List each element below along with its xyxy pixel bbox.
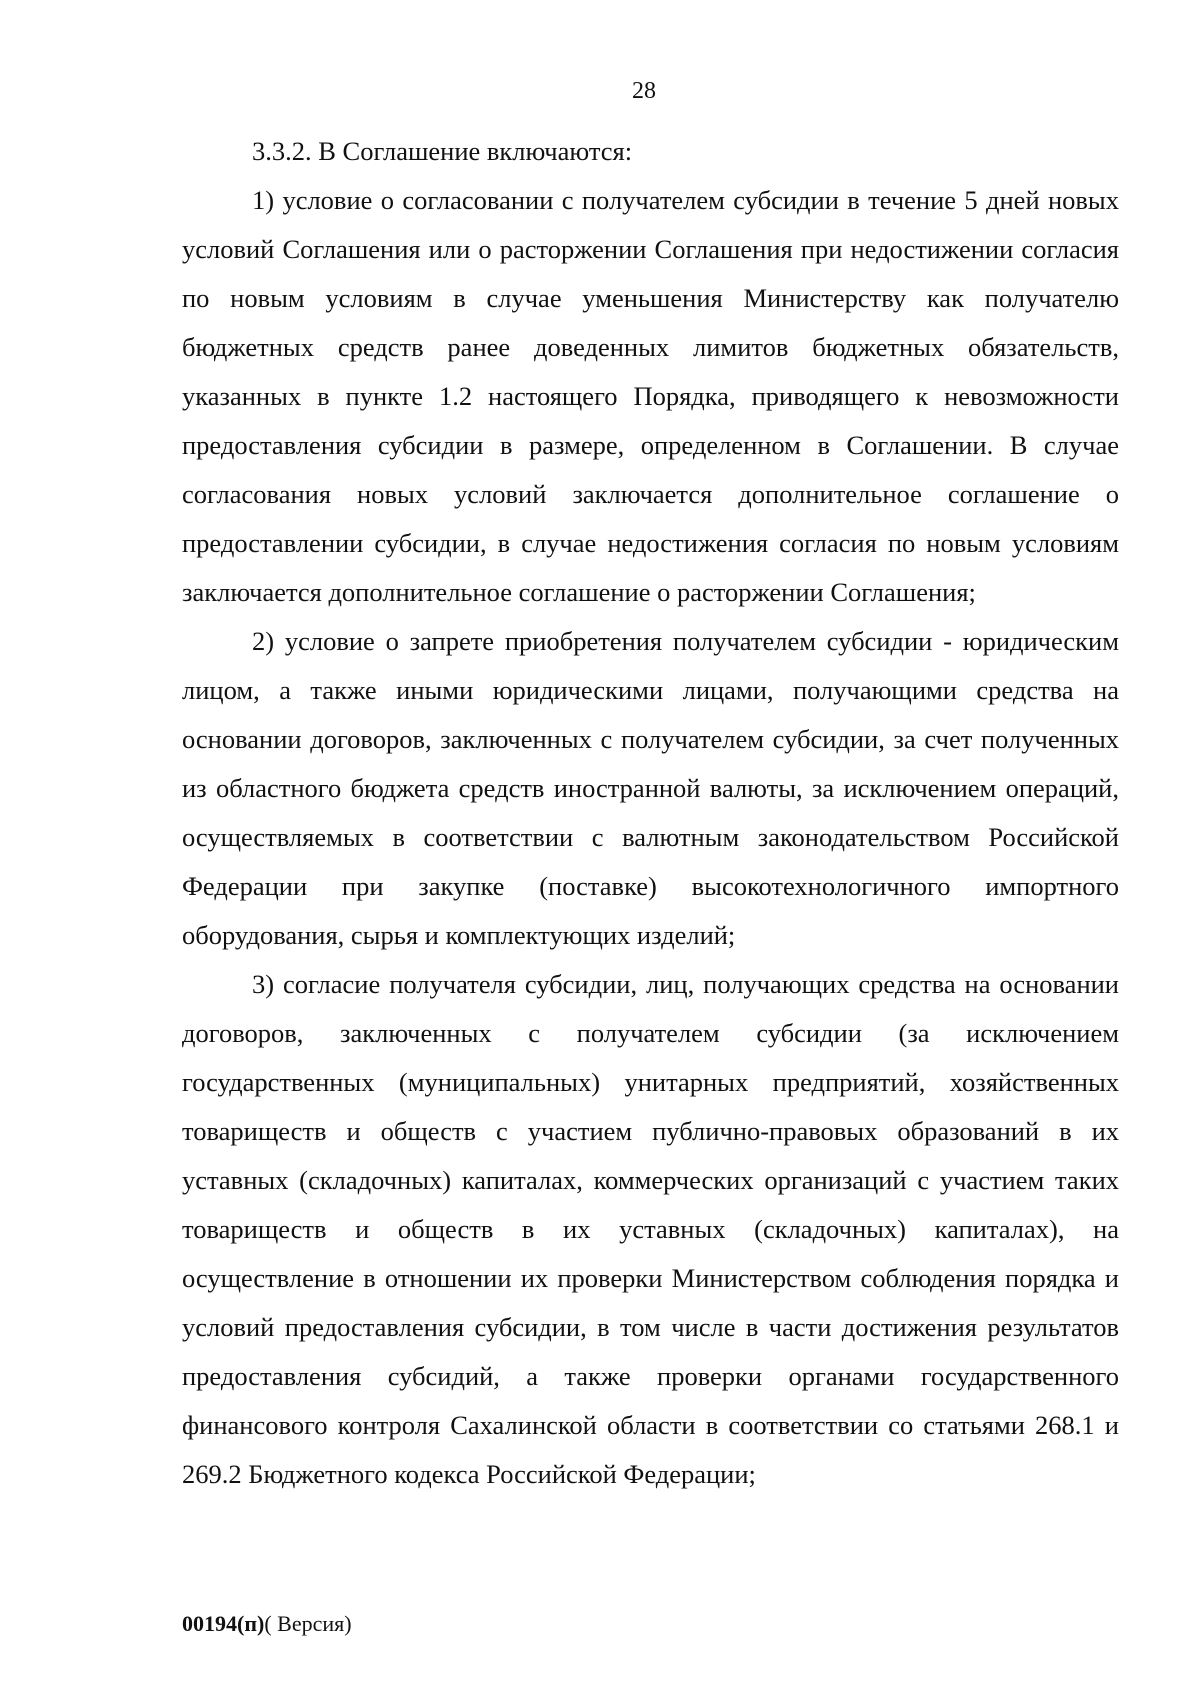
document-body: [182, 127, 1119, 1499]
paragraph-item-1: 1) условие о согласовании с получателем субсидии в течение 5 дней новых условий Соглашения или о расторжении Соглашения при недостижении согласия по новым условиям в случае уменьшения Министерству как получателю бюджетных средств ранее доведенных лимитов бюджетных обязательств, указанных в пункте 1.2 настоящего Порядка, приводящего к невозможности предоставления субсидии в размере, определенном в Соглашении. В случае согласования новых условий заключается дополнительное соглашение о предоставлении субсидии, в случае недостижения согласия по новым условиям заключается дополнительное соглашение о расторжении Соглашения;: [182, 185, 1119, 607]
paragraph-item-2: 2) условие о запрете приобретения получателем субсидии - юридическим лицом, а также иными юридическими лицами, получающими средства на основании договоров, заключенных с получателем субсидии, за счет полученных из областного бюджета средств иностранной валюты, за исключением операций, осуществляемых в соответствии с валютным законодательством Российской Федерации при закупке (поставке) высокотехнологичного импортного оборудования, сырья и комплектующих изделий;: [182, 626, 1119, 950]
paragraph-item-3: 3) согласие получателя субсидии, лиц, получающих средства на основании договоров, заключенных с получателем субсидии (за исключением государственных (муниципальных) унитарных предприятий, хозяйственных товариществ и обществ с участием публично-правовых образований в их уставных (складочных) капиталах, коммерческих организаций с участием таких товариществ и обществ в их уставных (складочных) капиталах), на осуществление в отношении их проверки Министерством соблюдения порядка и условий предоставления субсидии, в том числе в части достижения результатов предоставления субсидий, а также проверки органами государственного финансового контроля Сахалинской области в соответствии со статьями 268.1 и 269.2 Бюджетного кодекса Российской Федерации;: [182, 969, 1119, 1489]
document-code: 00194(п): [182, 1611, 265, 1636]
document-footer: [182, 1610, 352, 1638]
document-version: ( Версия): [264, 1611, 352, 1636]
paragraph-section-heading: 3.3.2. В Соглашение включаются:: [252, 136, 633, 166]
page-number: 28: [632, 78, 656, 104]
